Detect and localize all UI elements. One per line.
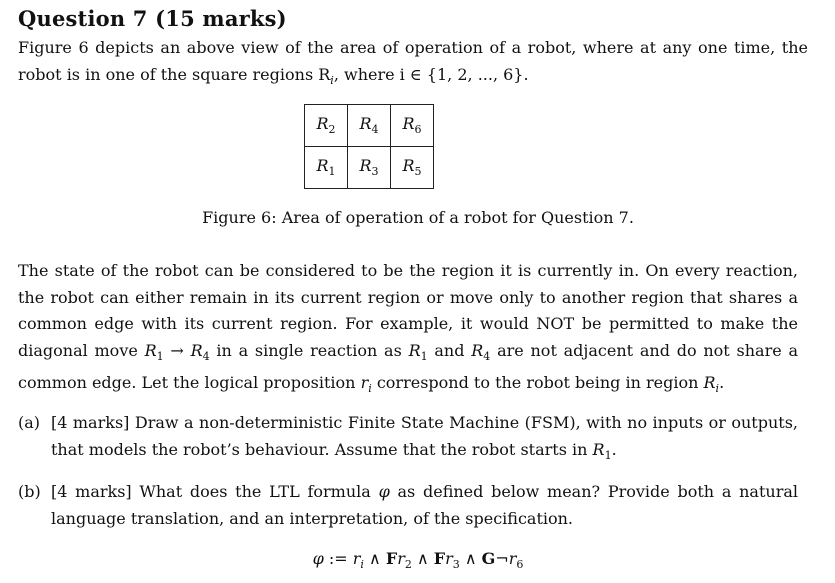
intro-line-1: Figure 6 depicts an above view of the area of operation of a robot, where at any one time, the robot — [18, 38, 808, 84]
region-cell-r4: $R_4$ — [348, 105, 391, 147]
question-intro — [18, 34, 808, 94]
part-b-text: [4 marks] What does the LTL formula φ as defined below mean? Provide both a natural language translation, and an interpretation, of the specification. — [51, 482, 799, 528]
body-paragraph: The state of the robot can be considered to be the region it is currently in. On every reaction, the robot can either remain in its current region or move only to another region that shares a common edge with its current region. For example, it would NOT be permitted to make the diagonal move $R_1 \to R_4$ in a single reaction as $R_1$ and $R_4$ are not adjacent and do not share a common edge. Let the logical proposition $r_i$ correspond to the robot being in region $R_i$. — [18, 261, 798, 396]
region-cell-r5: $R_5$ — [391, 147, 434, 189]
part-b-marks: [4 marks] — [51, 482, 132, 501]
intro-line-2: is in one of the square regions $R_i$, where i ∈ {1, 2, ..., 6}. — [66, 65, 529, 88]
grid-row-top — [305, 105, 434, 147]
question-title: Question 7 (15 marks) — [18, 6, 287, 31]
question-part-b — [18, 478, 798, 532]
region-cell-r6: $R_6$ — [391, 105, 434, 147]
region-cell-r1: $R_1$ — [305, 147, 348, 189]
grid-row-bottom — [305, 147, 434, 189]
figure-caption: Figure 6: Area of operation of a robot for Question 7. — [202, 208, 634, 227]
region-cell-r3: $R_3$ — [348, 147, 391, 189]
part-a-label: (a) — [18, 413, 41, 432]
part-a-marks: [4 marks] — [51, 413, 130, 432]
region-cell-r2: $R_2$ — [305, 105, 348, 147]
ltl-formula: φ := $r_i$ ∧ $Fr_2$ ∧ $Fr_3$ ∧ $G\neg r_6$ — [312, 549, 524, 572]
part-a-text: [4 marks] Draw a non-deterministic Finite State Machine (FSM), with no inputs or outputs, that models the robot’s behaviour. Assume that the robot starts in $R_1$. — [51, 413, 799, 463]
intro-subscript: i — [330, 74, 334, 88]
region-grid — [304, 104, 434, 189]
question-part-a — [18, 409, 798, 469]
part-b-label: (b) — [18, 482, 41, 501]
